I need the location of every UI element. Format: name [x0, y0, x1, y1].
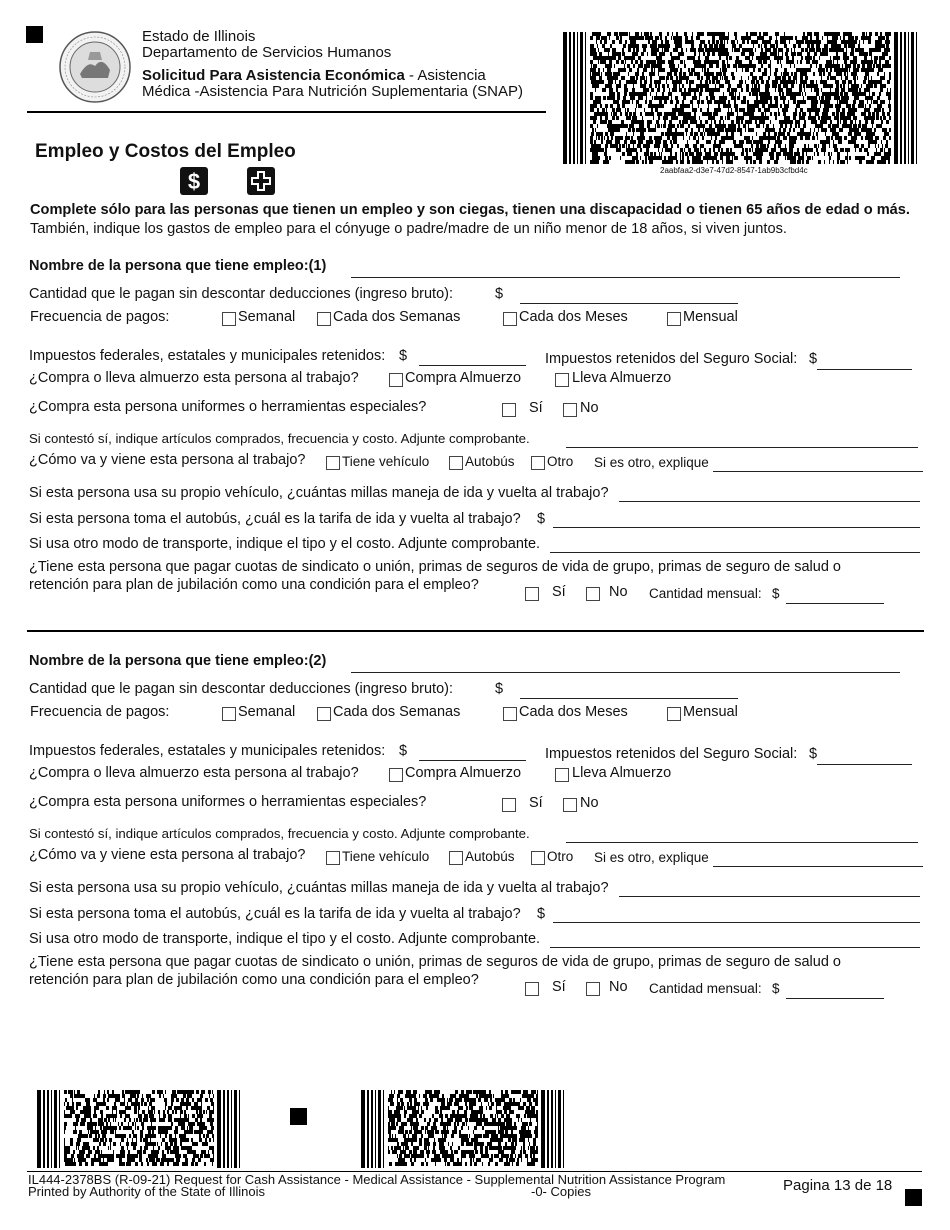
form-title-line1: [142, 67, 486, 84]
pay-frequency-option: Mensual: [683, 704, 738, 720]
monthly-amount-field[interactable]: [786, 998, 884, 999]
form-title-rest: - Asistencia: [404, 67, 486, 84]
commute-option: Tiene vehículo: [342, 454, 430, 469]
taxes-dollar: $: [399, 348, 408, 364]
instructions: [30, 201, 925, 239]
uniforms-yes-label: Sí: [529, 795, 543, 811]
bus-fare-label: Si esta persona toma el autobús, ¿cuál es la tarifa de ida y vuelta al trabajo?: [29, 906, 521, 922]
union-yes-checkbox[interactable]: [525, 587, 539, 601]
footer-copies: -0- Copies: [531, 1184, 591, 1199]
buys-lunch-checkbox[interactable]: [389, 373, 403, 387]
pay-frequency-option: Semanal: [238, 309, 296, 325]
taxes-withheld-field[interactable]: [419, 365, 526, 366]
top-barcode: [563, 32, 919, 164]
union-yes-label: Sí: [552, 979, 566, 995]
other-transport-field[interactable]: [550, 552, 920, 553]
commute-checkbox[interactable]: [531, 456, 545, 470]
pay-frequency-option: Cada dos Meses: [519, 704, 628, 720]
uniforms-label: ¿Compra esta persona uniformes o herramientas especiales?: [29, 794, 427, 810]
union-yes-checkbox[interactable]: [525, 982, 539, 996]
pay-frequency-option: Cada dos Semanas: [333, 704, 461, 720]
employed-person-name-field[interactable]: [351, 672, 900, 673]
taxes-withheld-label: Impuestos federales, estatales y municipales retenidos:: [29, 743, 386, 759]
form-title-bold: Solicitud Para Asistencia Económica: [142, 67, 405, 84]
uniforms-no-checkbox[interactable]: [563, 403, 577, 417]
bottom-barcode-left: [37, 1090, 242, 1168]
footer-page: Pagina 13 de 18: [783, 1177, 893, 1194]
uniforms-label: ¿Compra esta persona uniformes o herramientas especiales?: [29, 399, 427, 415]
bus-fare-field[interactable]: [553, 527, 920, 528]
miles-label: Si esta persona usa su propio vehículo, ¿cuántas millas maneja de ida y vuelta al trabajo?: [29, 485, 609, 501]
pay-frequency-checkbox[interactable]: [667, 312, 681, 326]
pay-frequency-label: Frecuencia de pagos:: [30, 704, 170, 720]
union-yes-label: Sí: [552, 584, 566, 600]
illinois-seal-icon: [58, 30, 132, 104]
pay-frequency-checkbox[interactable]: [503, 312, 517, 326]
pay-frequency-checkbox[interactable]: [222, 707, 236, 721]
uniforms-yes-checkbox[interactable]: [502, 798, 516, 812]
miles-field[interactable]: [619, 501, 920, 502]
other-explain-field[interactable]: [713, 471, 923, 472]
pay-frequency-option: Cada dos Meses: [519, 309, 628, 325]
commute-option: Otro: [547, 849, 574, 864]
form-title-line2: Médica -Asistencia Para Nutrición Suplementaria (SNAP): [142, 83, 523, 100]
pay-frequency-checkbox[interactable]: [317, 707, 331, 721]
employed-person-name-label: Nombre de la persona que tiene empleo:(1): [29, 258, 327, 274]
taxes-dollar: $: [399, 743, 408, 759]
brings-lunch-checkbox[interactable]: [555, 768, 569, 782]
pay-frequency-option: Cada dos Semanas: [333, 309, 461, 325]
pay-frequency-option: Semanal: [238, 704, 296, 720]
barcode-id: 2aabfaa2-d3e7-47d2-8547-1ab9b3cfbd4c: [660, 166, 808, 175]
department-name: Departamento de Servicios Humanos: [142, 44, 392, 61]
other-explain-field[interactable]: [713, 866, 923, 867]
footer-form-line1: IL444-2378BS (R-09-21) Request for Cash Assistance - Medical Assistance - Supplemental Nutrition Assistance Program: [28, 1172, 726, 1187]
uniforms-no-checkbox[interactable]: [563, 798, 577, 812]
other-transport-label: Si usa otro modo de transporte, indique el tipo y el costo. Adjunte comprobante.: [29, 931, 541, 947]
buys-lunch-option: Compra Almuerzo: [405, 370, 522, 386]
section-divider: [27, 630, 924, 632]
uniforms-no-label: No: [580, 400, 599, 416]
items-purchased-field[interactable]: [566, 842, 918, 843]
commute-option: Otro: [547, 454, 574, 469]
corner-marker-top-left: [26, 26, 43, 43]
commute-option: Tiene vehículo: [342, 849, 430, 864]
taxes-withheld-label: Impuestos federales, estatales y municipales retenidos:: [29, 348, 386, 364]
center-marker: [290, 1108, 307, 1125]
social-security-field[interactable]: [817, 764, 912, 765]
union-no-label: No: [609, 979, 628, 995]
uniforms-no-label: No: [580, 795, 599, 811]
union-no-checkbox[interactable]: [586, 982, 600, 996]
commute-checkbox[interactable]: [531, 851, 545, 865]
lunch-label: ¿Compra o lleva almuerzo esta persona al trabajo?: [29, 765, 359, 781]
commute-checkbox[interactable]: [449, 851, 463, 865]
other-explain-label: Si es otro, explique: [594, 455, 709, 470]
buys-lunch-option: Compra Almuerzo: [405, 765, 522, 781]
employed-person-name-label: Nombre de la persona que tiene empleo:(2): [29, 653, 327, 669]
other-explain-label: Si es otro, explique: [594, 850, 709, 865]
other-transport-label: Si usa otro modo de transporte, indique el tipo y el costo. Adjunte comprobante.: [29, 536, 541, 552]
bus-fare-dollar: $: [537, 511, 546, 527]
employed-person-name-field[interactable]: [351, 277, 900, 278]
monthly-amount-label: Cantidad mensual:: [649, 586, 762, 601]
dollar-icon: [180, 167, 208, 195]
uniforms-yes-label: Sí: [529, 400, 543, 416]
union-no-label: No: [609, 584, 628, 600]
commute-label: ¿Cómo va y viene esta persona al trabajo?: [29, 847, 306, 863]
instructions-bold2: o más.: [863, 202, 910, 218]
commute-label: ¿Cómo va y viene esta persona al trabajo?: [29, 452, 306, 468]
union-dues-label-line1: ¿Tiene esta persona que pagar cuotas de sindicato o unión, primas de seguros de vida de grupo, primas de seguro de salud o: [29, 559, 841, 575]
brings-lunch-checkbox[interactable]: [555, 373, 569, 387]
gross-income-label: Cantidad que le pagan sin descontar deducciones (ingreso bruto):: [29, 286, 453, 302]
gross-income-dollar: $: [495, 681, 504, 697]
corner-marker-bottom-right: [905, 1189, 922, 1206]
items-purchased-label: Si contestó sí, indique artículos comprados, frecuencia y costo. Adjunte comprobante.: [29, 826, 530, 841]
instructions-normal: También, indique los gastos de empleo para el cónyuge o padre/madre de un niño menor de 18 años, si viven juntos.: [30, 221, 787, 237]
commute-checkbox[interactable]: [326, 851, 340, 865]
section-title: Empleo y Costos del Empleo: [35, 141, 296, 162]
items-purchased-label: Si contestó sí, indique artículos comprados, frecuencia y costo. Adjunte comprobante.: [29, 431, 530, 446]
header-rule: [27, 111, 546, 113]
pay-frequency-checkbox[interactable]: [317, 312, 331, 326]
other-transport-field[interactable]: [550, 947, 920, 948]
union-no-checkbox[interactable]: [586, 587, 600, 601]
miles-field[interactable]: [619, 896, 920, 897]
bus-fare-label: Si esta persona toma el autobús, ¿cuál es la tarifa de ida y vuelta al trabajo?: [29, 511, 521, 527]
miles-label: Si esta persona usa su propio vehículo, ¿cuántas millas maneja de ida y vuelta al trabajo?: [29, 880, 609, 896]
state-name: Estado de Illinois: [142, 28, 256, 45]
pay-frequency-option: Mensual: [683, 309, 738, 325]
pay-frequency-label: Frecuencia de pagos:: [30, 309, 170, 325]
gross-income-dollar: $: [495, 286, 504, 302]
gross-income-field[interactable]: [520, 303, 738, 304]
buys-lunch-checkbox[interactable]: [389, 768, 403, 782]
gross-income-field[interactable]: [520, 698, 738, 699]
uniforms-yes-checkbox[interactable]: [502, 403, 516, 417]
social-security-dollar: $: [809, 351, 818, 367]
items-purchased-field[interactable]: [566, 447, 918, 448]
commute-checkbox[interactable]: [326, 456, 340, 470]
bus-fare-field[interactable]: [553, 922, 920, 923]
commute-checkbox[interactable]: [449, 456, 463, 470]
social-security-label: Impuestos retenidos del Seguro Social:: [545, 746, 798, 762]
bus-fare-dollar: $: [537, 906, 546, 922]
pay-frequency-checkbox[interactable]: [503, 707, 517, 721]
lunch-label: ¿Compra o lleva almuerzo esta persona al trabajo?: [29, 370, 359, 386]
bottom-barcode-right: [361, 1090, 566, 1168]
taxes-withheld-field[interactable]: [419, 760, 526, 761]
pay-frequency-checkbox[interactable]: [667, 707, 681, 721]
brings-lunch-option: Lleva Almuerzo: [572, 765, 672, 781]
medical-cross-icon: [247, 167, 275, 195]
commute-option: Autobús: [465, 849, 515, 864]
union-dues-label-line2: retención para plan de jubilación como una condición para el empleo?: [29, 577, 479, 593]
gross-income-label: Cantidad que le pagan sin descontar deducciones (ingreso bruto):: [29, 681, 453, 697]
monthly-amount-dollar: $: [772, 981, 780, 996]
monthly-amount-field[interactable]: [786, 603, 884, 604]
monthly-amount-label: Cantidad mensual:: [649, 981, 762, 996]
union-dues-label-line1: ¿Tiene esta persona que pagar cuotas de sindicato o unión, primas de seguros de vida de grupo, primas de seguro de salud o: [29, 954, 841, 970]
social-security-label: Impuestos retenidos del Seguro Social:: [545, 351, 798, 367]
social-security-dollar: $: [809, 746, 818, 762]
brings-lunch-option: Lleva Almuerzo: [572, 370, 672, 386]
instructions-bold: Complete sólo para las personas que tienen un empleo y son ciegas, tienen una discapacidad o tienen 65 años de edad: [30, 202, 860, 218]
social-security-field[interactable]: [817, 369, 912, 370]
union-dues-label-line2: retención para plan de jubilación como una condición para el empleo?: [29, 972, 479, 988]
pay-frequency-checkbox[interactable]: [222, 312, 236, 326]
footer-form-line2: Printed by Authority of the State of Illinois: [28, 1184, 266, 1199]
monthly-amount-dollar: $: [772, 586, 780, 601]
commute-option: Autobús: [465, 454, 515, 469]
svg-text:$: $: [187, 169, 201, 194]
